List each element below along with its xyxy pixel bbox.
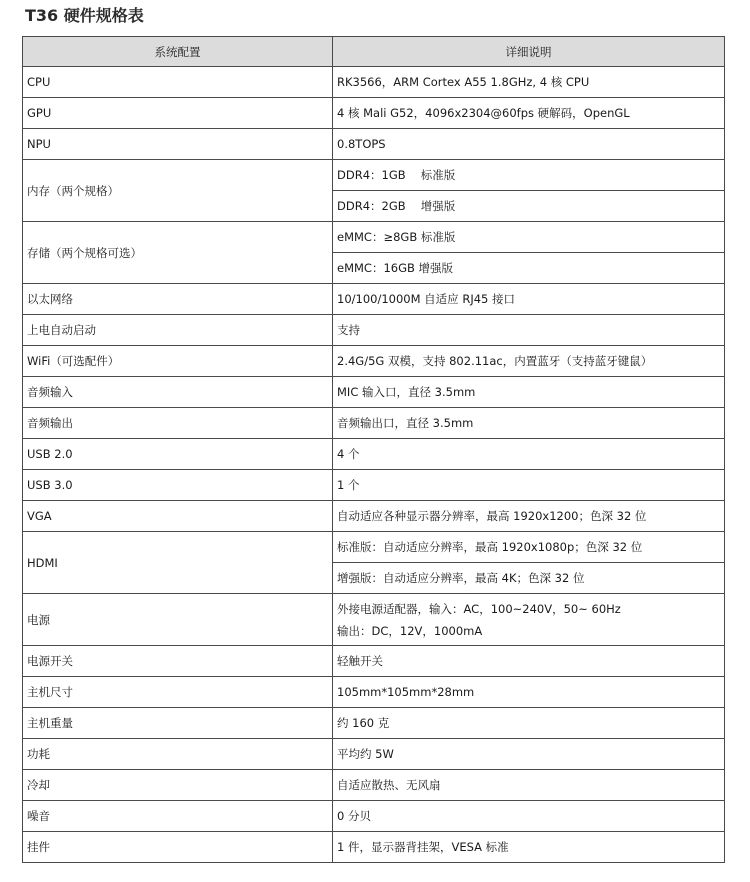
table-row <box>23 98 725 129</box>
row-value <box>333 594 725 646</box>
row-label: USB 2.0 <box>23 439 333 470</box>
table-row <box>23 160 725 191</box>
table-row <box>23 377 725 408</box>
row-value: DDR4：1GB 标准版 <box>333 160 725 191</box>
row-value: 支持 <box>333 315 725 346</box>
table-row <box>23 222 725 253</box>
row-label: USB 3.0 <box>23 470 333 501</box>
row-label: VGA <box>23 501 333 532</box>
row-value: eMMC：16GB 增强版 <box>333 253 725 284</box>
row-label: 内存（两个规格） <box>23 160 333 222</box>
row-value: 1 件，显示器背挂架，VESA 标准 <box>333 832 725 863</box>
table-row <box>23 67 725 98</box>
row-value: 4 个 <box>333 439 725 470</box>
row-value: 标准版：自动适应分辨率，最高 1920x1080p；色深 32 位 <box>333 532 725 563</box>
row-value: 1 个 <box>333 470 725 501</box>
table-row <box>23 315 725 346</box>
table-row <box>23 129 725 160</box>
row-value: RK3566，ARM Cortex A55 1.8GHz, 4 核 CPU <box>333 67 725 98</box>
table-row <box>23 646 725 677</box>
row-label: GPU <box>23 98 333 129</box>
table-row <box>23 346 725 377</box>
row-value: 轻触开关 <box>333 646 725 677</box>
row-label: WiFi（可选配件） <box>23 346 333 377</box>
row-value: 0 分贝 <box>333 801 725 832</box>
table-row <box>23 470 725 501</box>
table-row <box>23 770 725 801</box>
row-label: 音频输入 <box>23 377 333 408</box>
row-value: 音频输出口，直径 3.5mm <box>333 408 725 439</box>
table-row <box>23 739 725 770</box>
row-label: 以太网络 <box>23 284 333 315</box>
row-label: 功耗 <box>23 739 333 770</box>
row-label: CPU <box>23 67 333 98</box>
header-details: 详细说明 <box>333 37 725 67</box>
table-header-row <box>23 37 725 67</box>
row-value: eMMC：≥8GB 标准版 <box>333 222 725 253</box>
table-row <box>23 501 725 532</box>
table-row <box>23 408 725 439</box>
row-value: MIC 输入口，直径 3.5mm <box>333 377 725 408</box>
spec-table <box>22 36 725 863</box>
row-label: HDMI <box>23 532 333 594</box>
table-row <box>23 708 725 739</box>
power-input-line: 外接电源适配器，输入：AC，100~240V，50~ 60Hz <box>337 601 621 616</box>
row-label: 主机重量 <box>23 708 333 739</box>
row-value: 平均约 5W <box>333 739 725 770</box>
row-label: 上电自动启动 <box>23 315 333 346</box>
row-value: 105mm*105mm*28mm <box>333 677 725 708</box>
row-value: DDR4：2GB 增强版 <box>333 191 725 222</box>
table-row <box>23 284 725 315</box>
row-label: NPU <box>23 129 333 160</box>
row-label: 存储（两个规格可选） <box>23 222 333 284</box>
row-label: 电源 <box>23 594 333 646</box>
table-row <box>23 532 725 563</box>
table-row <box>23 677 725 708</box>
row-label: 电源开关 <box>23 646 333 677</box>
row-value: 4 核 Mali G52，4096x2304@60fps 硬解码，OpenGL <box>333 98 725 129</box>
table-row <box>23 832 725 863</box>
row-value: 自适应散热、无风扇 <box>333 770 725 801</box>
row-value: 约 160 克 <box>333 708 725 739</box>
row-value: 增强版：自动适应分辨率，最高 4K；色深 32 位 <box>333 563 725 594</box>
row-label: 噪音 <box>23 801 333 832</box>
row-label: 音频输出 <box>23 408 333 439</box>
table-row <box>23 439 725 470</box>
row-label: 冷却 <box>23 770 333 801</box>
row-value: 2.4G/5G 双模，支持 802.11ac，内置蓝牙（支持蓝牙键鼠） <box>333 346 725 377</box>
row-label: 挂件 <box>23 832 333 863</box>
document-title: T36 硬件规格表 <box>25 6 144 25</box>
table-row <box>23 594 725 646</box>
row-value: 0.8TOPS <box>333 129 725 160</box>
header-system-config: 系统配置 <box>23 37 333 67</box>
power-output-line: 输出：DC，12V，1000mA <box>337 623 483 638</box>
table-row <box>23 801 725 832</box>
row-label: 主机尺寸 <box>23 677 333 708</box>
row-value: 10/100/1000M 自适应 RJ45 接口 <box>333 284 725 315</box>
row-value: 自动适应各种显示器分辨率，最高 1920x1200；色深 32 位 <box>333 501 725 532</box>
